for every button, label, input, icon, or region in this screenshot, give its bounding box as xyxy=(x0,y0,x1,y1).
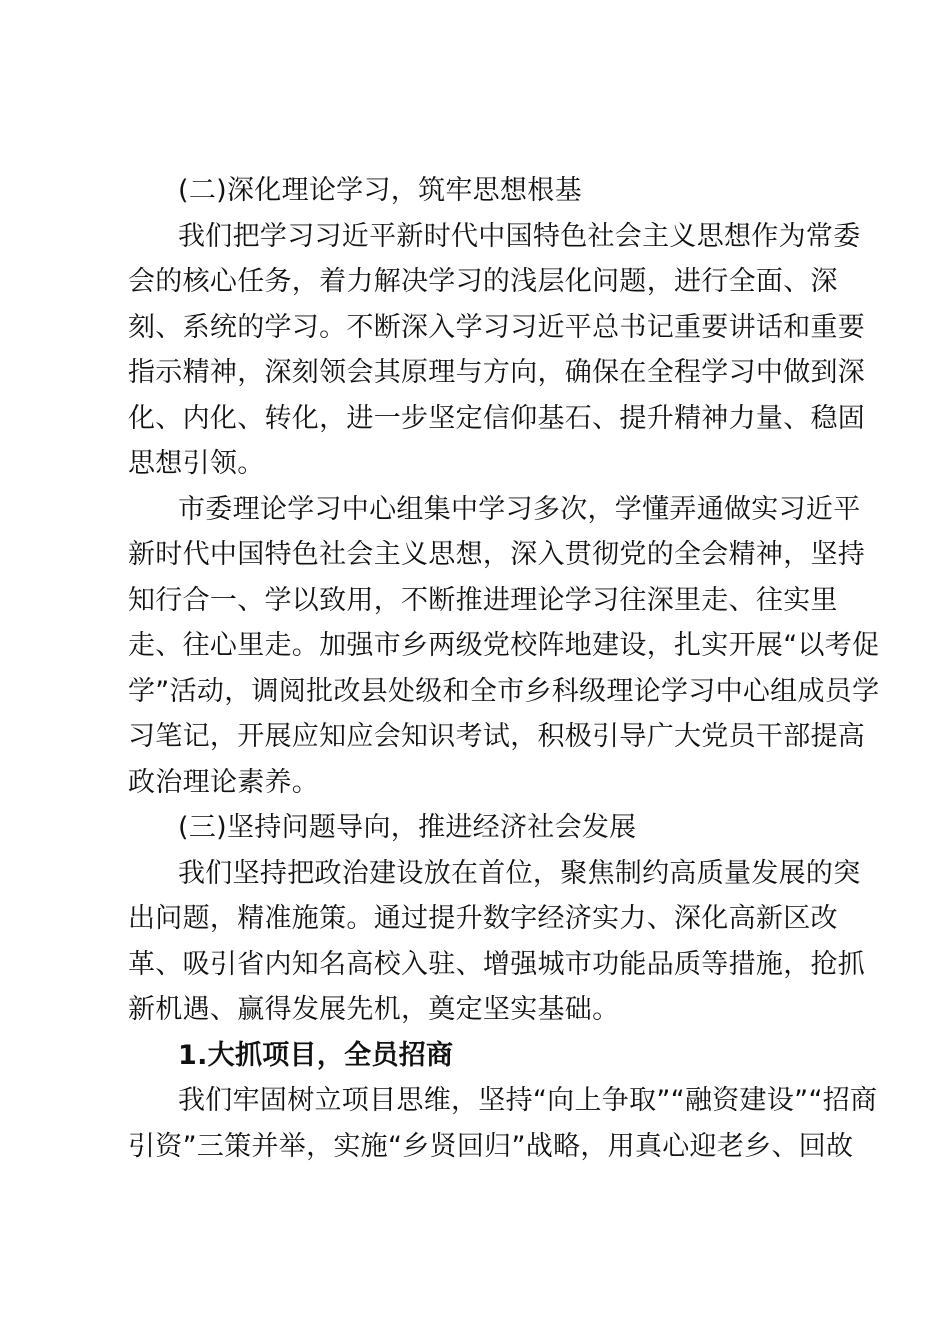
paragraph-line: 新机遇、赢得发展先机，奠定坚实基础。 xyxy=(128,994,620,1025)
paragraph-line: 学”活动，调阅批改县处级和全市乡科级理论学习中心组成员学 xyxy=(128,675,880,707)
subsection-heading-1: 1.大抓项目，全员招商 xyxy=(178,1039,454,1071)
paragraph-line: 出问题，精准施策。通过提升数字经济实力、深化高新区改 xyxy=(128,903,838,934)
section-heading-2: (二)深化理论学习，筑牢思想根基 xyxy=(178,175,582,206)
paragraph-line: 刻、系统的学习。不断深入学习习近平总书记重要讲话和重要 xyxy=(128,311,866,343)
paragraph-line: 我们把学习习近平新时代中国特色社会主义思想作为常委 xyxy=(178,220,861,252)
paragraph-line: 革、吸引省内知名高校入驻、增强城市功能品质等措施，抢抓 xyxy=(128,948,866,980)
paragraph-line: 新时代中国特色社会主义思想，深入贯彻党的全会精神，坚持 xyxy=(128,539,866,570)
paragraph-line: 指示精神，深刻领会其原理与方向，确保在全程学习中做到深 xyxy=(128,357,866,388)
paragraph-line: 知行合一、学以致用，不断推进理论学习往深里走、往实里 xyxy=(128,584,838,616)
paragraph-line: 会的核心任务，着力解决学习的浅层化问题，进行全面、深 xyxy=(128,266,838,297)
paragraph-line: 思想引领。 xyxy=(128,448,265,479)
document-body xyxy=(128,168,880,1169)
paragraph-line: 政治理论素养。 xyxy=(128,766,320,798)
paragraph-line: 我们牢固树立项目思维，坚持“向上争取”“融资建设”“招商 xyxy=(178,1085,878,1116)
paragraph-line: 习笔记，开展应知应会知识考试，积极引导广大党员干部提高 xyxy=(128,721,866,752)
paragraph-line: 市委理论学习中心组集中学习多次，学懂弄通做实习近平 xyxy=(178,493,861,525)
section-heading-3: (三)坚持问题导向，推进经济社会发展 xyxy=(178,812,637,843)
paragraph-line: 走、往心里走。加强市乡两级党校阵地建设，扎实开展“以考促 xyxy=(128,630,880,661)
paragraph-line: 引资”三策并举，实施“乡贤回归”战略，用真心迎老乡、回故 xyxy=(128,1130,854,1162)
paragraph-line: 我们坚持把政治建设放在首位，聚焦制约高质量发展的突 xyxy=(178,857,861,889)
paragraph-line: 化、内化、转化，进一步坚定信仰基石、提升精神力量、稳固 xyxy=(128,402,866,434)
